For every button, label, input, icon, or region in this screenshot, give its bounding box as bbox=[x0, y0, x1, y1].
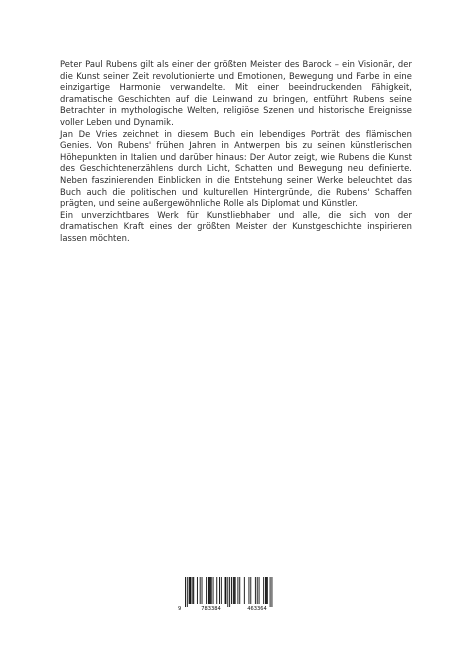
barcode-bar bbox=[193, 577, 194, 604]
blurb-text bbox=[60, 59, 412, 245]
barcode-bar bbox=[263, 577, 264, 604]
barcode-bar bbox=[248, 577, 249, 604]
barcode-digits bbox=[178, 606, 278, 612]
blurb-paragraph-1: Peter Paul Rubens gilt als einer der größten Meister des Barock – ein Visionär, der die Kunst seiner Zeit revolutionierte und Emotionen, Bewegung und Farbe in eine einzigartige Harmonie verwandelte. Mit einer beeindruckenden Fähigkeit, dramatische Geschichten auf die Leinwand zu bringen, entführt Rubens seine Betrachter in mythologische Welten, religiöse Szenen und historische Ereignisse voller Leben und Dynamik. bbox=[60, 59, 412, 127]
barcode-digit-group-1: 9 bbox=[178, 606, 182, 612]
barcode-bar bbox=[202, 577, 203, 604]
barcode-bar bbox=[213, 577, 214, 604]
barcode-bar bbox=[192, 577, 193, 604]
barcode-bar bbox=[211, 577, 212, 604]
barcode-bar bbox=[225, 577, 226, 604]
barcode-bar bbox=[225, 577, 226, 604]
barcode-bar bbox=[235, 577, 236, 604]
isbn-barcode bbox=[178, 577, 278, 615]
barcode-bar bbox=[255, 577, 256, 604]
barcode-bar bbox=[267, 577, 268, 604]
blurb-paragraph-3: Ein unverzichtbares Werk für Kunstliebhaber und alle, die sich von der dramatischen Kraft eines der größten Meister der Kunstgeschichte inspirieren lassen möchten. bbox=[60, 209, 412, 243]
barcode-bar bbox=[231, 577, 232, 604]
barcode-bar bbox=[208, 577, 209, 604]
barcode-bar bbox=[270, 577, 271, 607]
barcode-bar bbox=[250, 577, 251, 604]
barcode-bar bbox=[216, 577, 217, 604]
barcode-bar bbox=[191, 577, 192, 604]
barcode-bar bbox=[244, 577, 245, 604]
barcode-bar bbox=[219, 577, 220, 604]
barcode-bar bbox=[233, 577, 234, 604]
barcode-bar bbox=[185, 577, 186, 607]
barcode-bar bbox=[189, 577, 190, 604]
barcode-digit-group-3: 463364 bbox=[247, 606, 267, 612]
barcode-digit-group-2: 783384 bbox=[201, 606, 221, 612]
barcode-bar bbox=[209, 577, 210, 604]
barcode-bar bbox=[239, 577, 240, 604]
barcode-bar bbox=[187, 577, 188, 607]
barcode-bar bbox=[257, 577, 258, 604]
barcode-bar bbox=[259, 577, 260, 604]
barcode-bar bbox=[229, 577, 230, 607]
barcode-bar bbox=[266, 577, 267, 604]
barcode-bar bbox=[227, 577, 228, 607]
blurb-paragraph-2: Jan De Vries zeichnet in diesem Buch ein lebendiges Porträt des flämischen Genies. Von Rubens' frühen Jahren in Antwerpen bis zu seinen künstlerischen Höhepunkten in Italien und darüber hinaus: Der Autor zeigt, wie Rubens die Kunst des Geschichtenerzählens durch Licht, Schatten und Bewegung neu definierte. Neben faszinierenden Einblicken in die Entstehung seiner Werke beleuchtet das Buch auch die politischen und kulturellen Hintergründe, die Rubens' Schaffen prägten, und seine außergewöhnliche Rolle als Diplomat und Künstler. bbox=[60, 128, 412, 209]
barcode-bar bbox=[221, 577, 222, 604]
barcode-bar bbox=[190, 577, 191, 604]
barcode-bar bbox=[200, 577, 201, 604]
barcode-bar bbox=[265, 577, 266, 604]
barcode-bar bbox=[237, 577, 238, 604]
barcode-bar bbox=[206, 577, 207, 604]
barcode-bars bbox=[178, 577, 278, 607]
barcode-bar bbox=[197, 577, 198, 604]
barcode-bar bbox=[234, 577, 235, 604]
barcode-bar bbox=[210, 577, 211, 604]
barcode-bar bbox=[271, 577, 272, 607]
